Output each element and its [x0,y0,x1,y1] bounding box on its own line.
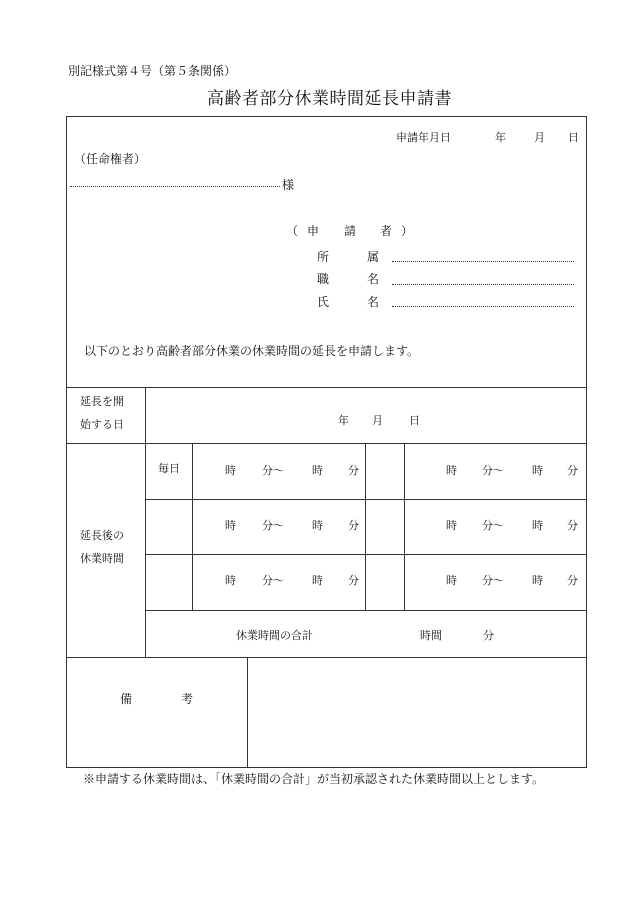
frame-bottom [66,767,587,768]
remarks-label-char: 備 [120,692,133,706]
start-date-year: 年 [338,414,349,427]
time-unit: 時 [225,464,236,477]
time-unit: 分～ [482,519,504,532]
grid-divider [192,443,193,611]
field-label-char: 氏 [317,295,330,309]
applicant-heading-open: （ [286,224,299,238]
time-unit: 分～ [262,574,284,587]
appointer-suffix: 様 [282,178,295,192]
divider [145,610,587,611]
form-number: 別記様式第４号（第５条関係） [68,64,237,78]
job-title-field[interactable] [392,284,574,285]
page-title: 高齢者部分休業時間延長申請書 [207,89,452,109]
time-unit: 時 [446,464,457,477]
field-label-char: 所 [317,250,330,264]
time-unit: 時 [446,519,457,532]
time-unit: 時 [446,574,457,587]
time-unit: 時 [532,519,543,532]
time-unit: 分 [348,574,359,587]
divider [66,657,587,658]
frame-right [586,116,587,768]
time-unit: 分 [567,574,578,587]
total-minutes-unit: 分 [483,629,494,642]
remarks-field[interactable] [249,659,585,766]
grid-divider [404,443,405,611]
time-unit: 分～ [482,464,504,477]
application-date-month: 月 [534,131,545,144]
applicant-heading-char: 申 [307,224,320,238]
applicant-heading-close: ） [401,224,414,238]
time-unit: 分 [567,464,578,477]
application-date-day: 日 [568,131,579,144]
divider [66,443,587,444]
time-unit: 時 [532,464,543,477]
total-label: 休業時間の合計 [236,629,313,642]
hours-label-1: 延長後の [80,529,124,542]
total-hours-unit: 時間 [420,629,442,642]
footnote: ※申請する休業時間は、「休業時間の合計」が当初承認された休業時間以上とします。 [83,772,545,786]
time-unit: 時 [225,519,236,532]
time-unit: 分 [348,519,359,532]
appointer-name-field[interactable] [70,186,280,187]
remarks-divider [247,657,248,768]
name-field[interactable] [392,306,574,307]
start-date-label-2: 始する日 [80,418,124,431]
time-unit: 分 [348,464,359,477]
applicant-heading-char: 請 [344,224,357,238]
field-label-char: 職 [317,272,330,286]
applicant-heading-char: 者 [380,224,393,238]
time-unit: 分～ [262,464,284,477]
field-label-char: 名 [367,272,380,286]
time-unit: 時 [312,464,323,477]
hours-label-2: 休業時間 [80,552,124,565]
time-unit: 分～ [482,574,504,587]
start-date-month: 月 [372,414,383,427]
statement: 以下のとおり高齢者部分休業の休業時間の延長を申請します。 [84,344,420,358]
frame-top [66,116,587,117]
time-unit: 時 [312,519,323,532]
appointer-label: （任命権者） [74,152,147,166]
divider [145,554,587,555]
remarks-label-char: 考 [181,692,194,706]
label-column-divider [145,387,146,658]
start-date-label-1: 延長を開 [80,395,124,408]
time-unit: 分～ [262,519,284,532]
application-date-year: 年 [495,131,506,144]
application-date-label: 申請年月日 [396,131,451,144]
time-unit: 分 [567,519,578,532]
affiliation-field[interactable] [392,261,574,262]
field-label-char: 属 [367,250,380,264]
divider [145,499,587,500]
field-label-char: 名 [367,295,380,309]
time-unit: 時 [225,574,236,587]
daily-label: 毎日 [158,462,180,475]
time-unit: 時 [532,574,543,587]
time-unit: 時 [312,574,323,587]
start-date-day: 日 [409,414,420,427]
frame-left [66,116,67,768]
grid-divider [365,443,366,611]
